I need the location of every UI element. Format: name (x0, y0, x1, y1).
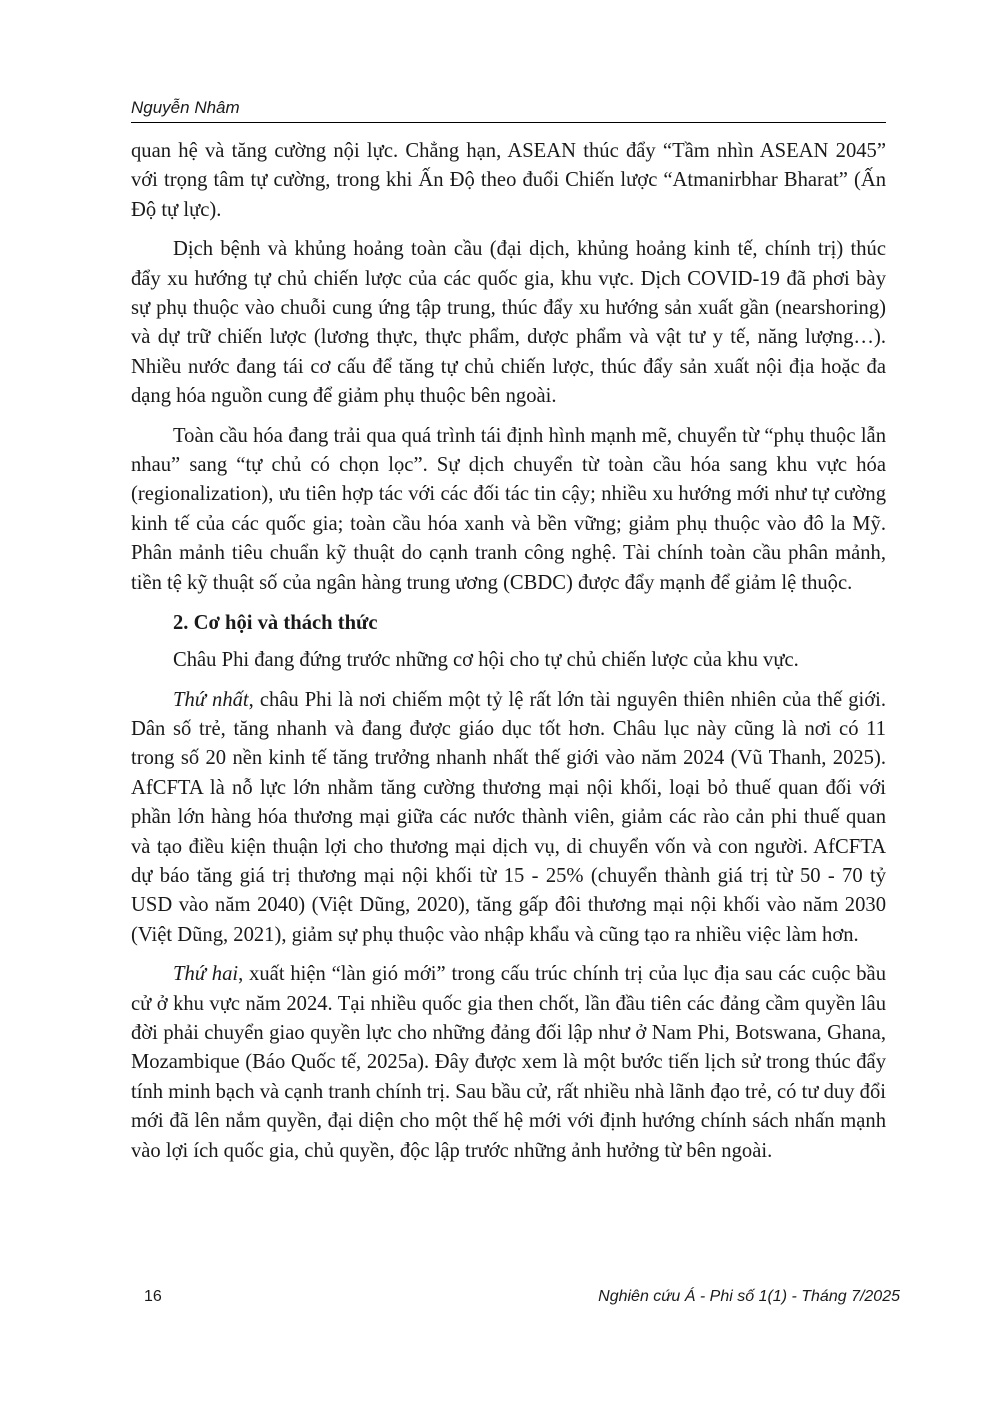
paragraph-pandemic: Dịch bệnh và khủng hoảng toàn cầu (đại dịch, khủng hoảng kinh tế, chính trị) thúc đẩy xu hướng tự chủ chiến lược của các quốc gia, khu vực. Dịch COVID-19 đã phơi bày sự phụ thuộc vào chuỗi cung ứng tập trung, thúc đẩy xu hướng sản xuất gần (nearshoring) và dự trữ chiến lược (lương thực, thực phẩm, dược phẩm và vật tư y tế, năng lượng…). Nhiều nước đang tái cơ cấu để tăng tự chủ chiến lược, thúc đẩy sản xuất nội địa hoặc đa dạng hóa nguồn cung để giảm phụ thuộc bên ngoài. (131, 238, 886, 408)
paragraph-continuation: quan hệ và tăng cường nội lực. Chẳng hạn, ASEAN thúc đẩy “Tầm nhìn ASEAN 2045” với trọng tâm tự cường, trong khi Ấn Độ theo đuổi Chiến lược “Atmanirbhar Bharat” (Ấn Độ tự lực). (131, 140, 886, 221)
paragraph-globalization: Toàn cầu hóa đang trải qua quá trình tái định hình mạnh mẽ, chuyển từ “phụ thuộc lẫn nhau” sang “tự chủ có chọn lọc”. Sự dịch chuyển từ toàn cầu hóa sang khu vực hóa (regionalization), ưu tiên hợp tác với các đối tác tin cậy; nhiều xu hướng mới như tự cường kinh tế của các quốc gia; toàn cầu hóa xanh và bền vững; giảm phụ thuộc vào đô la Mỹ. Phân mảnh tiêu chuẩn kỹ thuật do cạnh tranh công nghệ. Tài chính toàn cầu phân mảnh, tiền tệ kỹ thuật số của ngân hàng trung ương (CBDC) được đẩy mạnh để giảm lệ thuộc. (131, 424, 886, 594)
journal-footer: Nghiên cứu Á - Phi số 1(1) - Tháng 7/2025 (598, 1288, 900, 1305)
article-body (131, 137, 886, 1176)
paragraph-first-opportunity (131, 686, 886, 951)
paragraph-second-opportunity (131, 960, 886, 1166)
page-number: 16 (144, 1288, 162, 1305)
lead-first: Thứ nhất (173, 688, 249, 711)
text-first: , châu Phi là nơi chiếm một tỷ lệ rất lớn tài nguyên thiên nhiên của thế giới. Dân số trẻ, tăng nhanh và đang được giáo dục tốt hơn. Châu lục này cũng là nơi có 11 trong số 20 nền kinh tế tăng trưởng nhanh nhất thế giới vào năm 2024 (Vũ Thanh, 2025). AfCFTA là nỗ lực lớn nhằm tăng cường thương mại nội khối, loại bỏ thuế quan đối với phần lớn hàng hóa thương mại giữa các nước thành viên, giảm các rào cản phi thuế quan và tạo điều kiện thuận lợi cho thương mại dịch vụ, di chuyển vốn và con người. AfCFTA dự báo tăng giá trị thương mại nội khối từ 15 - 25% (chuyển thành giá trị từ 50 - 70 tỷ USD vào năm 2040) (Việt Dũng, 2020), tăng gấp đôi thương mại nội khối vào năm 2030 (Việt Dũng, 2021), giảm sự phụ thuộc vào nhập khẩu và cũng tạo ra nhiều việc làm hơn. (131, 688, 887, 946)
paragraph-intro-opportunities: Châu Phi đang đứng trước những cơ hội cho tự chủ chiến lược của khu vực. (173, 649, 799, 672)
lead-second: Thứ hai (173, 963, 239, 986)
running-head-author: Nguyễn Nhâm (131, 98, 886, 123)
text-second: , xuất hiện “làn gió mới” trong cấu trúc chính trị của lục địa sau các cuộc bầu cử ở khu vực năm 2024. Tại nhiều quốc gia then chốt, lần đầu tiên các đảng cầm quyền lâu đời phải chuyển giao quyền lực cho những đảng đối lập như ở Nam Phi, Botswana, Ghana, Mozambique (Báo Quốc tế, 2025a). Đây được xem là một bước tiến lịch sử trong thúc đẩy tính minh bạch và cạnh tranh chính trị. Sau bầu cử, rất nhiều nhà lãnh đạo trẻ, có tư duy đổi mới đã lên nắm quyền, đại diện cho một thế hệ mới với định hướng chính sách nhấn mạnh vào lợi ích quốc gia, chủ quyền, độc lập trước những ảnh hưởng từ bên ngoài. (131, 963, 886, 1162)
section-heading: 2. Cơ hội và thách thức (173, 612, 378, 635)
